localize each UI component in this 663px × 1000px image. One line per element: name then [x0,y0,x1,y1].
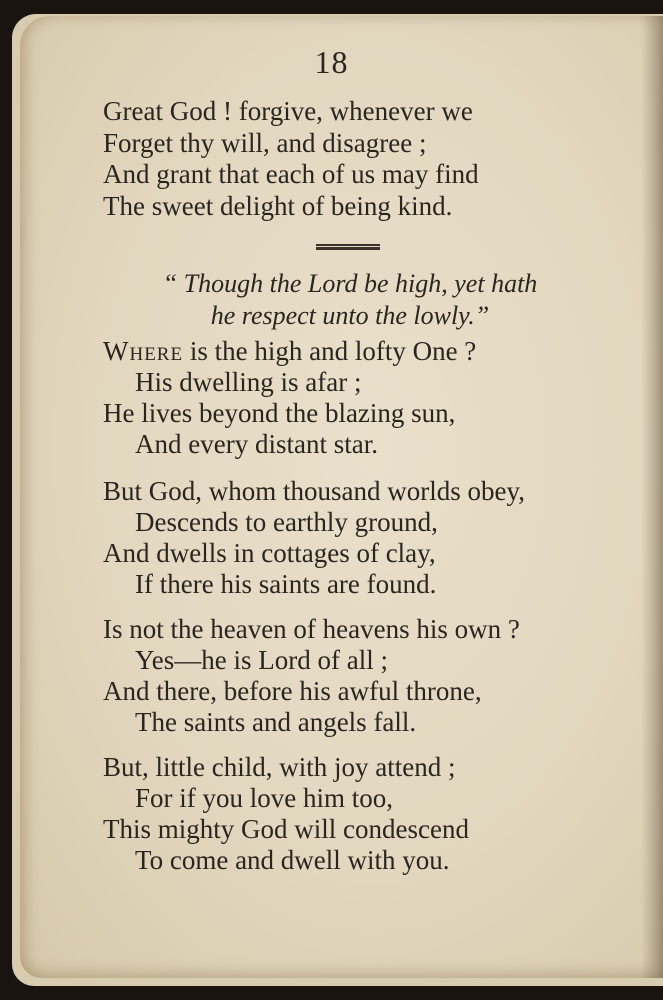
intro-stanza-line: And grant that each of us may find [103,159,479,189]
verse-opening-word: Where [103,336,184,366]
page-number: 18 [314,44,349,80]
intro-stanza [103,96,479,222]
page-gutter-shadow [641,16,663,978]
verse-line: To come and dwell with you. [135,845,450,875]
divider-thick-line [316,247,380,250]
verse-line: He lives beyond the blazing sun, [103,398,456,428]
verse-line: And every distant star. [135,429,378,459]
verse-line: The saints and angels fall. [135,707,417,737]
verse-line: But God, whom thousand worlds obey, [103,476,525,506]
verse-2 [103,476,525,600]
verse-line: If there his saints are found. [135,569,437,599]
section-divider-rule [316,244,380,250]
epigraph-line: he respect unto the lowly.” [210,301,490,330]
intro-stanza-line: The sweet delight of being kind. [103,190,453,221]
epigraph [100,268,600,332]
verse-line: And there, before his awful throne, [103,676,482,706]
epigraph-line: “ Though the Lord be high, yet hath [162,269,538,298]
verse-4 [103,752,469,876]
verse-line: Descends to earthly ground, [135,507,438,537]
verse-line [103,336,476,367]
verse-1 [103,336,476,460]
verse-line: Is not the heaven of heavens his own ? [103,614,520,644]
verse-line: This mighty God will condescend [103,814,469,844]
verse-line: His dwelling is afar ; [135,367,362,397]
divider-thin-line [316,244,380,246]
verse-3 [103,614,520,738]
verse-line-rest: is the high and lofty One ? [183,336,477,366]
verse-line: Yes—he is Lord of all ; [135,645,388,675]
verse-line: And dwells in cottages of clay, [103,538,436,568]
verse-line: For if you love him too, [135,783,393,813]
intro-stanza-line: Great God ! forgive, whenever we [103,96,473,126]
verse-line: But, little child, with joy attend ; [103,752,456,782]
intro-stanza-line: Forget thy will, and disagree ; [103,127,427,158]
